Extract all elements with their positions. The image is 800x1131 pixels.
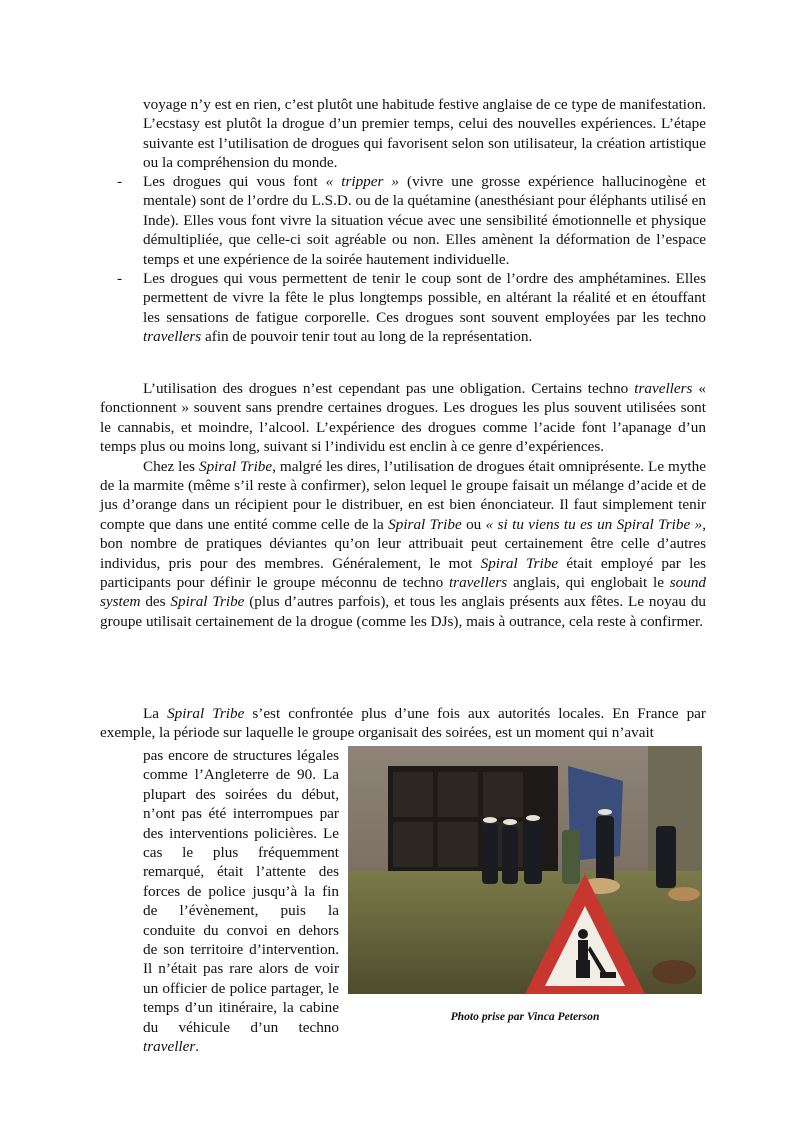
body-block [100, 379, 706, 631]
text-run: pas encore de structures légales comme l’Angleterre de 90. La plupart des soirées du début, n’ont pas été interrompues par des interventions policières. Le cas le plus fréquemment remarqué, était l’attente des forces de police jusqu’à la fin de l’évènement, puis la conduite du convoi en dehors de son territoire d’intervention. Il n’était pas rare alors de voir un officier de police partager, le temps d’un itinéraire, la cabine du véhicule d’un techno [143, 747, 339, 1036]
list-item [143, 172, 706, 269]
text-run: (plus d’autres parfois), et tous les anglais présents aux fêtes. Le noyau du groupe utilisait certainement de la drogue (comme les DJs), mais à outrance, cela reste à confirmer. [100, 593, 707, 630]
text-run: Chez les [143, 457, 199, 475]
text-run: Les drogues qui vous permettent de tenir le coup sont de l’ordre des amphétamines. Elles permettent de vivre la fête le plus longtemps possible, en altérant la réalité et en étouffant les sensations de fatigue corporelle. Ces drogues sont souvent employées par les techno [143, 270, 706, 326]
emphasis: « tripper » [325, 173, 400, 190]
text-run: « fonctionnent » souvent sans prendre certaines drogues. Les drogues les plus souvent utilisées sont le cannabis, et moindre, l’alcool. L’expérience des drogues comme l’acide font l’apanage d’un temps plus ou moins long, suivant si l’individu est enclin à ce genre d’expériences. [100, 380, 706, 456]
paragraph [100, 379, 706, 457]
emphasis: Spiral Tribe [198, 457, 273, 475]
emphasis: Spiral Tribe [480, 554, 559, 572]
text-run: . [195, 1038, 200, 1056]
text-run: L’utilisation des drogues n’est cependant pas une obligation. Certains techno [143, 380, 635, 397]
drug-list [143, 172, 706, 347]
paragraph-continued: voyage n’y est en rien, c’est plutôt une habitude festive anglaise de ce type de manifestation. L’ecstasy est plutôt la drogue d’un premier temps, celui des nouvelles expériences. L’étape suivante est l’utilisation de drogues qui favorisent selon son utilisateur, la création artistique ou la compréhension du monde. [143, 96, 707, 172]
list-item [143, 269, 706, 347]
text-run: ou [461, 515, 486, 533]
emphasis: traveller [143, 1038, 196, 1056]
emphasis: travellers [448, 574, 508, 592]
emphasis: travellers [143, 328, 202, 346]
wrapped-text-column [143, 746, 339, 1057]
emphasis: « si tu viens tu es un Spiral Tribe » [485, 515, 703, 533]
paragraph [100, 457, 706, 632]
text-run: (vivre une grosse expérience hallucinogène et mentale) sont de l’ordre du L.S.D. ou de la quétamine (anesthésiant pour éléphants utilisé en Inde). Elles vous font vivre la situation vécue avec une sensibilité émotionnelle et physique démultipliée, que celle-ci soit agréable ou non. Elles amènent la déformation de l’espace temps et une expérience de la soirée hautement individuelle. [143, 173, 706, 268]
emphasis: sound system [100, 574, 707, 611]
emphasis: Spiral Tribe [167, 705, 245, 722]
text-run: des [140, 593, 171, 611]
paragraph [100, 704, 706, 743]
paragraph [143, 746, 339, 1057]
photo-police-roadwork-sign [348, 746, 702, 994]
text-run: était employé par les participants pour définir le groupe méconnu de techno [100, 554, 706, 592]
photo-illustration [348, 746, 702, 994]
emphasis: Spiral Tribe [388, 515, 462, 533]
emphasis: travellers [634, 380, 693, 397]
text-run: anglais, qui englobait le [507, 574, 670, 592]
text-run: La [143, 705, 168, 722]
body-block [100, 704, 706, 743]
text-run: , malgré les dires, l’utilisation de drogues était omniprésente. Le mythe de la marmite (même s’il reste à confirmer), selon lequel le groupe faisait un mélange d’acide et de jus d’orange dans un récipient pour le distribuer, en est bien énonciateur. Il faut simplement tenir compte que dans une entité comme celle de la [100, 457, 706, 533]
emphasis: Spiral Tribe [170, 593, 245, 611]
text-run: afin de pouvoir tenir tout au long de la représentation. [201, 328, 533, 346]
photo-caption: Photo prise par Vinca Peterson [450, 1010, 600, 1023]
text-run: , bon nombre de pratiques déviantes qu’on leur attribuait peut certainement être celle d’autres individus, pris pour des membres. Généralement, le mot [100, 515, 706, 572]
text-run: Les drogues qui vous font [143, 173, 326, 190]
text-run: s’est confrontée plus d’une fois aux autorités locales. En France par exemple, la période sur laquelle le groupe organisait des soirées, est un moment qui n’avait [100, 705, 706, 742]
